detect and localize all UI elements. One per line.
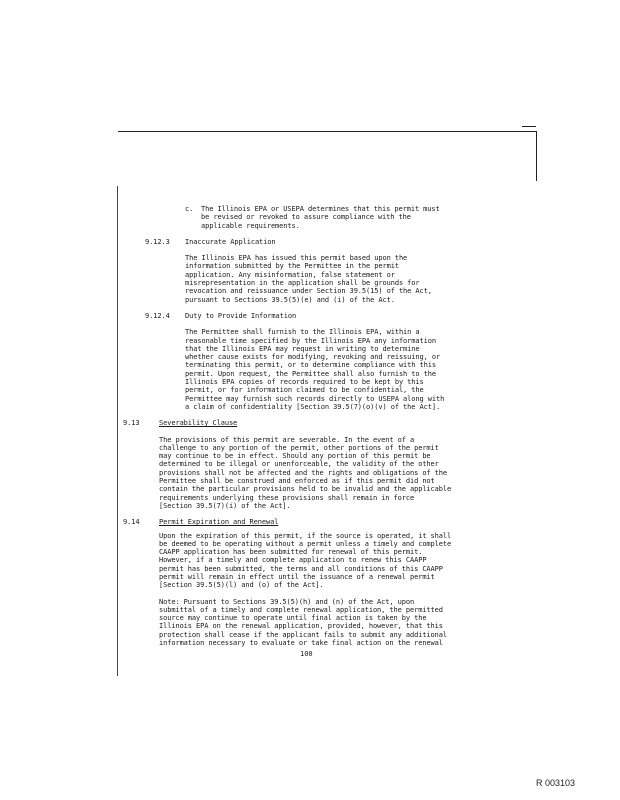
section-9-13-line: requirements underlying these provisions shall remain in force xyxy=(159,493,415,502)
document-body xyxy=(123,205,485,648)
section-9-13-line: determined to be illegal or unenforceable, the validity of the other xyxy=(159,460,439,469)
frame-top-line xyxy=(118,131,536,132)
section-9-13-line: challenge to any portion of the permit, other portions of the permit xyxy=(159,443,439,452)
section-9-13-line: Permittee shall be construed and enforced as if this permit did not xyxy=(159,477,435,486)
section-9-14-p1-line: be deemed to be operating without a permit unless a timely and complete xyxy=(159,539,452,548)
item-c xyxy=(145,205,485,230)
item-c-line-1: The Illinois EPA or USEPA determines that this permit must xyxy=(201,205,440,213)
section-9-12-4-line: whether cause exists for modifying, revoking and reissuing, or xyxy=(185,353,441,362)
section-9-12-3-line: misrepresentation in the application shall be grounds for xyxy=(185,279,420,288)
section-9-14-p2-line: information necessary to evaluate or take final action on the renewal xyxy=(159,639,443,648)
section-9-14-title: Permit Expiration and Renewal xyxy=(159,518,279,527)
section-9-14-p2-line: Note: Pursuant to Sections 39.5(5)(h) and (n) of the Act, upon xyxy=(159,597,415,606)
section-9-13 xyxy=(123,419,485,510)
bates-number: R 003103 xyxy=(536,778,576,788)
section-9-12-4-title: Duty to Provide Information xyxy=(185,311,297,320)
section-9-12-4-line: a claim of confidentiality [Section 39.5(7)(o)(v) of the Act]. xyxy=(185,402,441,411)
section-9-13-line: contain the particular provisions held to be invalid and the applicable xyxy=(159,485,452,494)
section-9-13-title: Severability Clause xyxy=(159,419,238,428)
section-9-12-4-line: Illinois EPA copies of records required to be kept by this xyxy=(185,378,424,387)
section-9-12-4-line: Permittee may furnish such records directly to USEPA along with xyxy=(185,394,445,403)
section-9-13-line: [Section 39.5(7)(i) of the Act]. xyxy=(159,501,291,510)
section-9-12-4-number: 9.12.4 xyxy=(145,311,170,320)
frame-corner-mark xyxy=(522,126,536,127)
section-9-14-p1-line: [Section 39.5(5)(l) and (o) of the Act]. xyxy=(159,581,324,590)
item-c-line-3: applicable requirements. xyxy=(201,221,300,230)
section-9-14-p1-line: However, if a timely and complete application to renew this CAAPP xyxy=(159,556,427,565)
section-9-12-3-title: Inaccurate Application xyxy=(185,237,276,246)
section-9-13-line: provisions shall not be affected and the rights and obligations of the xyxy=(159,468,448,477)
section-9-14-p1-line: CAAPP application has been submitted for renewal of this permit. xyxy=(159,548,423,557)
section-9-12-3-line: revocation and reissuance under Section 39.5(15) of the Act, xyxy=(185,287,432,296)
section-9-12-4-line: permit, or for information claimed to be confidential, the xyxy=(185,386,424,395)
section-9-12-4-line: reasonable time specified by the Illinois EPA any information xyxy=(185,336,436,345)
section-9-14-p2-line: submittal of a timely and complete renewal application, the permitted xyxy=(159,605,443,614)
section-9-12-3-number: 9.12.3 xyxy=(145,237,170,246)
section-9-13-line: may continue to be in effect. Should any portion of this permit be xyxy=(159,452,431,461)
frame-right-line xyxy=(536,131,537,181)
section-9-13-line: The provisions of this permit are severable. In the event of a xyxy=(159,435,415,444)
item-c-line-2: be revised or revoked to assure compliance with the xyxy=(201,213,411,222)
frame-left-line xyxy=(117,186,118,676)
section-9-12-3-line: information submitted by the Permittee in the permit xyxy=(185,262,399,271)
section-9-14-p2-line: source may continue to operate until final action is taken by the xyxy=(159,614,427,623)
section-9-12-4-line: permit. Upon request, the Permittee shall also furnish to the xyxy=(185,369,436,378)
section-9-12-3 xyxy=(145,238,485,304)
section-9-12-4-line: The Permittee shall furnish to the Illinois EPA, within a xyxy=(185,328,420,337)
page-number: 100 xyxy=(300,650,313,658)
section-9-14-number: 9.14 xyxy=(123,518,140,527)
section-9-14-p1-line: permit has been submitted, the terms and all conditions of this CAAPP xyxy=(159,564,443,573)
section-9-14-p2-line: Illinois EPA on the renewal application, provided, however, that this xyxy=(159,622,443,631)
section-9-12-3-line: The Illinois EPA has issued this permit based upon the xyxy=(185,254,408,263)
section-9-12-3-line: application. Any misinformation, false statement or xyxy=(185,270,395,279)
section-9-12-4-line: terminating this permit, or to determine compliance with this xyxy=(185,361,436,370)
section-9-14 xyxy=(123,518,485,647)
section-9-12-4-line: that the Illinois EPA may request in writing to determine xyxy=(185,344,420,353)
item-c-marker: c. xyxy=(185,205,194,213)
section-9-12-3-line: pursuant to Sections 39.5(5)(e) and (i) of the Act. xyxy=(185,295,395,304)
section-9-14-p2-line: protection shall cease if the applicant fails to submit any additional xyxy=(159,630,448,639)
section-9-14-p1-line: Upon the expiration of this permit, if the source is operated, it shall xyxy=(159,531,452,540)
section-9-14-p1-line: permit will remain in effect until the issuance of a renewal permit xyxy=(159,572,435,581)
section-9-12-4 xyxy=(145,312,485,411)
section-9-13-number: 9.13 xyxy=(123,419,140,428)
